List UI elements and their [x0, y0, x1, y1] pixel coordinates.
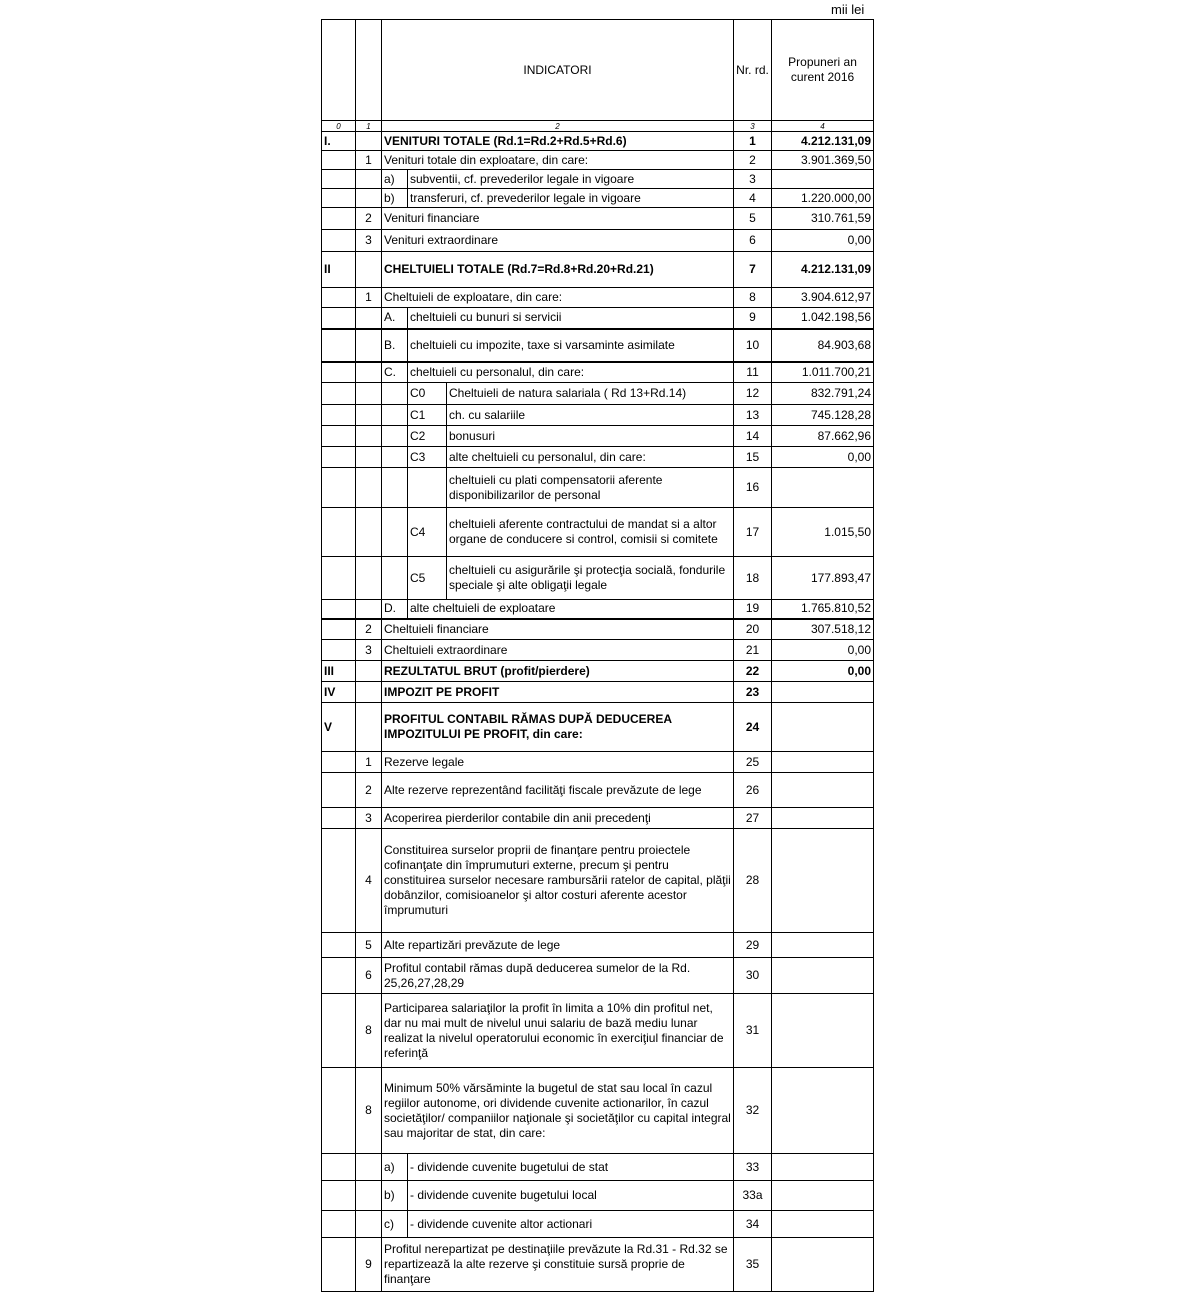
row-number-cell: 4 — [734, 189, 772, 208]
indicator-label: Profitul nerepartizat pe destinaţiile prevăzute la Rd.31 - Rd.32 se repartizează la alte rezerve şi constituie sursă proprie de finanţare — [382, 1238, 734, 1292]
value-cell — [772, 994, 874, 1068]
indicator-label: cheltuieli cu bunuri si servicii — [408, 308, 734, 329]
row-number-cell: 33a — [734, 1181, 772, 1211]
row-number-cell: 11 — [734, 362, 772, 383]
indicator-label: Participarea salariaţilor la profit în limita a 10% din profitul net, dar nu mai mult de nivelul unui salariu de bază mediu lunar realizat la nivelul operatorului economic în exerciţiul financiar de referinţă — [382, 994, 734, 1068]
value-cell — [772, 682, 874, 703]
index-cell: 3 — [734, 121, 772, 132]
value-cell — [772, 170, 874, 189]
table-row — [322, 329, 874, 362]
indicator-label: - dividende cuvenite bugetului de stat — [408, 1154, 734, 1181]
header-row — [322, 20, 874, 121]
table-row — [322, 508, 874, 557]
index-row — [322, 121, 874, 132]
sub-number-cell: 8 — [356, 1068, 382, 1154]
section-cell — [322, 447, 356, 468]
value-cell — [772, 1238, 874, 1292]
value-cell: 310.761,59 — [772, 208, 874, 230]
section-cell — [322, 600, 356, 619]
table-row — [322, 994, 874, 1068]
value-cell: 1.765.810,52 — [772, 600, 874, 619]
letter-cell: D. — [382, 600, 408, 619]
letter-cell: c) — [382, 1211, 408, 1238]
letter-cell — [382, 447, 408, 468]
section-cell — [322, 1154, 356, 1181]
row-number-cell: 8 — [734, 288, 772, 308]
sub-number-cell: 3 — [356, 808, 382, 829]
section-cell — [322, 1068, 356, 1154]
sub-number-cell — [356, 600, 382, 619]
section-cell: I. — [322, 132, 356, 151]
indicator-label: Rezerve legale — [382, 752, 734, 773]
row-number-cell: 13 — [734, 405, 772, 426]
value-cell — [772, 1181, 874, 1211]
row-number-cell: 15 — [734, 447, 772, 468]
value-cell — [772, 1068, 874, 1154]
row-number-cell: 31 — [734, 994, 772, 1068]
indicator-label: cheltuieli aferente contractului de mandat si a altor organe de conducere si control, comisii si comitete — [447, 508, 734, 557]
row-number-cell: 22 — [734, 661, 772, 682]
indicator-label: IMPOZIT PE PROFIT — [382, 682, 734, 703]
sub-number-cell — [356, 329, 382, 362]
indicator-label: Venituri totale din exploatare, din care: — [382, 151, 734, 170]
sub-number-cell — [356, 703, 382, 752]
table-row — [322, 808, 874, 829]
section-cell — [322, 640, 356, 661]
section-cell — [322, 426, 356, 447]
sub-number-cell — [356, 405, 382, 426]
table-row — [322, 829, 874, 933]
sub-number-cell — [356, 252, 382, 288]
value-cell: 1.042.198,56 — [772, 308, 874, 329]
header-indicatori: INDICATORI — [382, 20, 734, 121]
value-cell: 0,00 — [772, 230, 874, 252]
row-number-cell: 9 — [734, 308, 772, 329]
table-row — [322, 362, 874, 383]
table-row — [322, 170, 874, 189]
header-nr-rd: Nr. rd. — [734, 20, 772, 121]
table-row — [322, 189, 874, 208]
table-row — [322, 132, 874, 151]
indicator-label: Alte repartizări prevăzute de lege — [382, 933, 734, 958]
value-cell: 4.212.131,09 — [772, 252, 874, 288]
table-row — [322, 661, 874, 682]
value-cell: 307.518,12 — [772, 619, 874, 640]
table-row — [322, 383, 874, 405]
indicator-label: transferuri, cf. prevederilor legale in vigoare — [408, 189, 734, 208]
indicator-label: VENITURI TOTALE (Rd.1=Rd.2+Rd.5+Rd.6) — [382, 132, 734, 151]
indicator-label: - dividende cuvenite altor actionari — [408, 1211, 734, 1238]
indicator-label: alte cheltuieli de exploatare — [408, 600, 734, 619]
sub-number-cell — [356, 682, 382, 703]
indicator-label: Cheltuieli de exploatare, din care: — [382, 288, 734, 308]
sub-number-cell: 6 — [356, 958, 382, 994]
section-cell — [322, 468, 356, 508]
value-cell — [772, 829, 874, 933]
section-cell — [322, 151, 356, 170]
section-cell: V — [322, 703, 356, 752]
letter-cell: a) — [382, 1154, 408, 1181]
row-number-cell: 24 — [734, 703, 772, 752]
table-row — [322, 1238, 874, 1292]
value-cell — [772, 703, 874, 752]
section-cell — [322, 189, 356, 208]
row-number-cell: 16 — [734, 468, 772, 508]
table-row — [322, 682, 874, 703]
table-row — [322, 557, 874, 600]
header-cell-empty — [322, 20, 356, 121]
index-cell: 0 — [322, 121, 356, 132]
row-number-cell: 1 — [734, 132, 772, 151]
sub-number-cell — [356, 1154, 382, 1181]
section-cell — [322, 1181, 356, 1211]
section-cell — [322, 288, 356, 308]
section-cell — [322, 994, 356, 1068]
row-number-cell: 12 — [734, 383, 772, 405]
row-number-cell: 21 — [734, 640, 772, 661]
code-cell: C1 — [408, 405, 447, 426]
sub-number-cell — [356, 308, 382, 329]
sub-number-cell: 4 — [356, 829, 382, 933]
row-number-cell: 29 — [734, 933, 772, 958]
row-number-cell: 18 — [734, 557, 772, 600]
sub-number-cell — [356, 557, 382, 600]
section-cell — [322, 829, 356, 933]
row-number-cell: 10 — [734, 329, 772, 362]
value-cell — [772, 1211, 874, 1238]
table-row — [322, 958, 874, 994]
indicator-label: Cheltuieli financiare — [382, 619, 734, 640]
row-number-cell: 3 — [734, 170, 772, 189]
row-number-cell: 35 — [734, 1238, 772, 1292]
table-row — [322, 773, 874, 808]
letter-cell — [382, 405, 408, 426]
value-cell — [772, 1154, 874, 1181]
table-row — [322, 933, 874, 958]
row-number-cell: 25 — [734, 752, 772, 773]
row-number-cell: 28 — [734, 829, 772, 933]
row-number-cell: 30 — [734, 958, 772, 994]
letter-cell — [382, 468, 408, 508]
header-cell-empty — [356, 20, 382, 121]
table-row — [322, 468, 874, 508]
sub-number-cell — [356, 508, 382, 557]
sub-number-cell: 1 — [356, 752, 382, 773]
sub-number-cell — [356, 1181, 382, 1211]
row-number-cell: 6 — [734, 230, 772, 252]
index-cell: 2 — [382, 121, 734, 132]
row-number-cell: 26 — [734, 773, 772, 808]
section-cell: II — [322, 252, 356, 288]
section-cell — [322, 230, 356, 252]
letter-cell — [382, 383, 408, 405]
sub-number-cell: 5 — [356, 933, 382, 958]
table-row — [322, 619, 874, 640]
section-cell — [322, 1211, 356, 1238]
sub-number-cell — [356, 170, 382, 189]
sub-number-cell — [356, 383, 382, 405]
row-number-cell: 32 — [734, 1068, 772, 1154]
sub-number-cell — [356, 1211, 382, 1238]
row-number-cell: 20 — [734, 619, 772, 640]
unit-label: mii lei — [831, 2, 865, 17]
header-propuneri: Propuneri an curent 2016 — [772, 20, 874, 121]
table-row — [322, 1068, 874, 1154]
code-cell — [408, 468, 447, 508]
value-cell — [772, 958, 874, 994]
value-cell: 832.791,24 — [772, 383, 874, 405]
section-cell — [322, 170, 356, 189]
sub-number-cell: 2 — [356, 619, 382, 640]
indicator-label: Venituri financiare — [382, 208, 734, 230]
section-cell — [322, 619, 356, 640]
index-cell: 1 — [356, 121, 382, 132]
section-cell — [322, 808, 356, 829]
row-number-cell: 7 — [734, 252, 772, 288]
value-cell: 1.220.000,00 — [772, 189, 874, 208]
row-number-cell: 33 — [734, 1154, 772, 1181]
indicator-label: ch. cu salariile — [447, 405, 734, 426]
sub-number-cell — [356, 468, 382, 508]
letter-cell — [382, 426, 408, 447]
sub-number-cell: 9 — [356, 1238, 382, 1292]
section-cell — [322, 383, 356, 405]
code-cell: C2 — [408, 426, 447, 447]
section-cell — [322, 329, 356, 362]
section-cell — [322, 1238, 356, 1292]
letter-cell: b) — [382, 1181, 408, 1211]
value-cell: 0,00 — [772, 447, 874, 468]
indicator-label: subventii, cf. prevederilor legale in vigoare — [408, 170, 734, 189]
value-cell — [772, 933, 874, 958]
table-row — [322, 1181, 874, 1211]
row-number-cell: 34 — [734, 1211, 772, 1238]
section-cell — [322, 208, 356, 230]
row-number-cell: 14 — [734, 426, 772, 447]
indicator-label: Minimum 50% vărsăminte la bugetul de stat sau local în cazul regiilor autonome, ori dividende cuvenite actionarilor, în cazul societăţilor/ companiilor naţionale şi societăţilor cu capital integral sau majoritar de stat, din care: — [382, 1068, 734, 1154]
section-cell: III — [322, 661, 356, 682]
table-row — [322, 230, 874, 252]
value-cell — [772, 773, 874, 808]
value-cell: 87.662,96 — [772, 426, 874, 447]
row-number-cell: 17 — [734, 508, 772, 557]
sub-number-cell: 2 — [356, 773, 382, 808]
section-cell — [322, 933, 356, 958]
section-cell — [322, 773, 356, 808]
indicator-label: Acoperirea pierderilor contabile din anii precedenţi — [382, 808, 734, 829]
indicator-label: cheltuieli cu impozite, taxe si varsaminte asimilate — [408, 329, 734, 362]
table-row — [322, 208, 874, 230]
row-number-cell: 27 — [734, 808, 772, 829]
budget-table — [321, 19, 874, 1292]
indicator-label: alte cheltuieli cu personalul, din care: — [447, 447, 734, 468]
indicator-label: cheltuieli cu asigurările şi protecţia socială, fondurile speciale şi alte obligaţii legale — [447, 557, 734, 600]
indicator-label: CHELTUIELI TOTALE (Rd.7=Rd.8+Rd.20+Rd.21) — [382, 252, 734, 288]
indicator-label: cheltuieli cu plati compensatorii aferente disponibilizarilor de personal — [447, 468, 734, 508]
table-row — [322, 308, 874, 329]
indicator-label: Cheltuieli extraordinare — [382, 640, 734, 661]
sub-number-cell — [356, 189, 382, 208]
value-cell — [772, 468, 874, 508]
value-cell: 1.011.700,21 — [772, 362, 874, 383]
letter-cell: b) — [382, 189, 408, 208]
value-cell: 745.128,28 — [772, 405, 874, 426]
table-row — [322, 703, 874, 752]
value-cell: 0,00 — [772, 661, 874, 682]
table-row — [322, 752, 874, 773]
budget-table-body — [322, 20, 874, 1292]
value-cell: 3.901.369,50 — [772, 151, 874, 170]
row-number-cell: 19 — [734, 600, 772, 619]
row-number-cell: 23 — [734, 682, 772, 703]
section-cell — [322, 508, 356, 557]
code-cell: C5 — [408, 557, 447, 600]
indicator-label: Profitul contabil rămas după deducerea sumelor de la Rd. 25,26,27,28,29 — [382, 958, 734, 994]
indicator-label: Venituri extraordinare — [382, 230, 734, 252]
indicator-label: cheltuieli cu personalul, din care: — [408, 362, 734, 383]
table-row — [322, 252, 874, 288]
table-row — [322, 151, 874, 170]
code-cell: C3 — [408, 447, 447, 468]
value-cell: 1.015,50 — [772, 508, 874, 557]
sub-number-cell — [356, 132, 382, 151]
letter-cell: B. — [382, 329, 408, 362]
sub-number-cell: 8 — [356, 994, 382, 1068]
value-cell: 177.893,47 — [772, 557, 874, 600]
section-cell — [322, 958, 356, 994]
index-cell: 4 — [772, 121, 874, 132]
table-row — [322, 600, 874, 619]
row-number-cell: 5 — [734, 208, 772, 230]
indicator-label: bonusuri — [447, 426, 734, 447]
section-cell — [322, 362, 356, 383]
section-cell: IV — [322, 682, 356, 703]
value-cell: 4.212.131,09 — [772, 132, 874, 151]
letter-cell: A. — [382, 308, 408, 329]
section-cell — [322, 308, 356, 329]
sub-number-cell — [356, 362, 382, 383]
section-cell — [322, 405, 356, 426]
indicator-label: Constituirea surselor proprii de finanţare pentru proiectele cofinanţate din împrumuturi externe, precum şi pentru constituirea surselor necesare rambursării ratelor de capital, plăţii dobânzilor, comisioanelor şi altor costuri aferente acestor împrumuturi — [382, 829, 734, 933]
sub-number-cell: 1 — [356, 151, 382, 170]
sub-number-cell: 3 — [356, 640, 382, 661]
table-row — [322, 1211, 874, 1238]
code-cell: C4 — [408, 508, 447, 557]
table-row — [322, 640, 874, 661]
letter-cell: a) — [382, 170, 408, 189]
value-cell: 0,00 — [772, 640, 874, 661]
code-cell: C0 — [408, 383, 447, 405]
sub-number-cell: 1 — [356, 288, 382, 308]
sub-number-cell: 3 — [356, 230, 382, 252]
letter-cell: C. — [382, 362, 408, 383]
row-number-cell: 2 — [734, 151, 772, 170]
table-row — [322, 405, 874, 426]
sub-number-cell — [356, 426, 382, 447]
table-row — [322, 447, 874, 468]
value-cell — [772, 808, 874, 829]
indicator-label: REZULTATUL BRUT (profit/pierdere) — [382, 661, 734, 682]
indicator-label: PROFITUL CONTABIL RĂMAS DUPĂ DEDUCEREA IMPOZITULUI PE PROFIT, din care: — [382, 703, 734, 752]
letter-cell — [382, 557, 408, 600]
table-row — [322, 1154, 874, 1181]
indicator-label: Alte rezerve reprezentând facilităţi fiscale prevăzute de lege — [382, 773, 734, 808]
section-cell — [322, 752, 356, 773]
indicator-label: - dividende cuvenite bugetului local — [408, 1181, 734, 1211]
indicator-label: Cheltuieli de natura salariala ( Rd 13+Rd.14) — [447, 383, 734, 405]
value-cell: 3.904.612,97 — [772, 288, 874, 308]
sub-number-cell — [356, 661, 382, 682]
letter-cell — [382, 508, 408, 557]
sub-number-cell — [356, 447, 382, 468]
table-row — [322, 288, 874, 308]
value-cell — [772, 752, 874, 773]
value-cell: 84.903,68 — [772, 329, 874, 362]
table-row — [322, 426, 874, 447]
section-cell — [322, 557, 356, 600]
sub-number-cell: 2 — [356, 208, 382, 230]
